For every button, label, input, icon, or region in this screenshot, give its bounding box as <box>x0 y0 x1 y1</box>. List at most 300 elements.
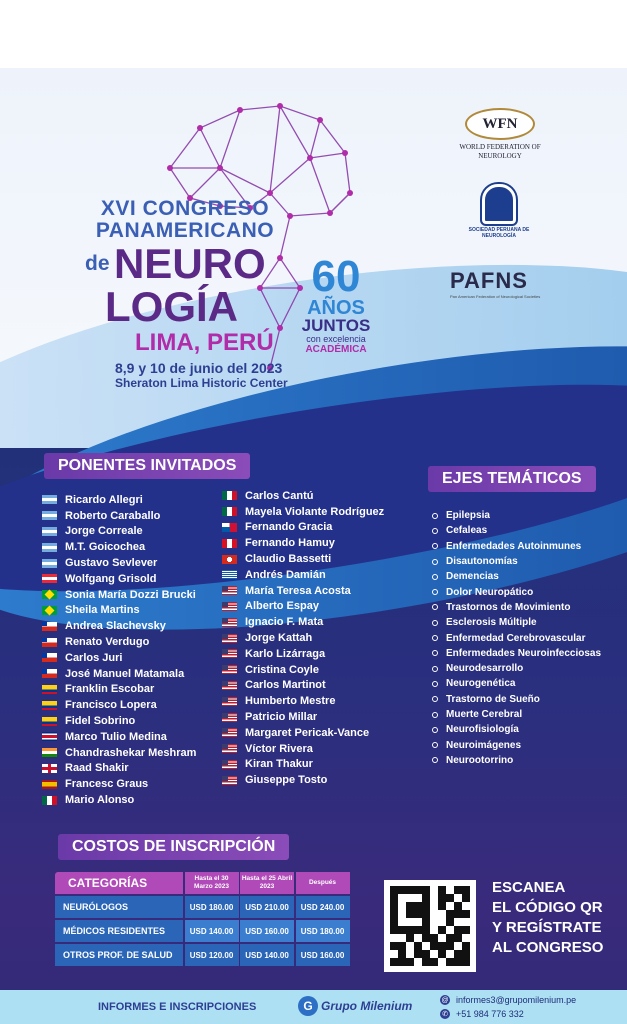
qr-module <box>446 950 454 958</box>
qr-module <box>462 958 470 966</box>
speaker-name: Francisco Lopera <box>65 699 157 712</box>
price-cell: USD 120.00 <box>185 944 239 966</box>
qr-module <box>406 942 414 950</box>
speakers-column-2 <box>222 488 384 788</box>
table-row <box>55 920 351 944</box>
speaker-name: Andrés Damián <box>245 568 326 581</box>
speaker-name: Patricio Millar <box>245 711 318 724</box>
qr-module <box>406 934 414 942</box>
speaker-item <box>42 539 196 555</box>
header-period-1: Hasta el 30 Marzo 2023 <box>185 872 239 894</box>
topic-name: Neurootorrino <box>446 754 514 766</box>
qr-module <box>454 886 462 894</box>
topic-item <box>432 508 601 523</box>
qr-module <box>414 910 422 918</box>
speaker-name: Francesc Graus <box>65 778 149 791</box>
speaker-item <box>222 693 384 709</box>
qr-module <box>390 918 398 926</box>
qr-module <box>398 934 406 942</box>
qr-instructions <box>492 878 622 958</box>
flag-us-icon <box>222 697 237 706</box>
speaker-item <box>222 535 384 551</box>
speaker-item <box>42 634 196 650</box>
flag-ar-icon <box>42 495 57 504</box>
speaker-item <box>42 761 196 777</box>
pafns-text: Pan American Federation of Neurological Societies <box>450 294 541 299</box>
speaker-name: Humberto Mestre <box>245 695 336 708</box>
qr-module <box>390 934 398 942</box>
row-category: OTROS PROF. DE SALUD <box>55 944 183 966</box>
qr-module <box>454 902 462 910</box>
qr-module <box>462 902 470 910</box>
qr-module <box>414 958 422 966</box>
qr-module <box>398 926 406 934</box>
qr-module <box>430 926 438 934</box>
speaker-item <box>42 587 196 603</box>
qr-module <box>390 942 398 950</box>
speakers-column-1 <box>42 492 196 808</box>
qr-module <box>438 894 446 902</box>
topic-name: Enfermedades Neuroinfecciosas <box>446 647 602 659</box>
qr-module <box>438 886 446 894</box>
qr-module <box>390 886 398 894</box>
speaker-name: Carlos Juri <box>65 651 123 664</box>
qr-module <box>406 950 414 958</box>
speaker-item <box>42 492 196 508</box>
bullet-icon <box>432 681 438 687</box>
qr-module <box>390 958 398 966</box>
speaker-item <box>42 697 196 713</box>
flag-us-icon <box>222 665 237 674</box>
anniversary-badge <box>296 252 376 355</box>
speaker-name: Chandrashekar Meshram <box>65 746 197 759</box>
speaker-item <box>222 630 384 646</box>
footer <box>0 990 627 1024</box>
topic-name: Cefaleas <box>446 525 488 537</box>
wfn-logo <box>458 108 542 161</box>
speaker-name: Sheila Martins <box>65 604 140 617</box>
bullet-icon <box>432 696 438 702</box>
topic-item <box>432 630 601 645</box>
title-prefix: de <box>85 252 110 275</box>
speaker-item <box>222 504 384 520</box>
qr-module <box>422 894 430 902</box>
qr-module <box>462 918 470 926</box>
qr-module <box>414 942 422 950</box>
speaker-name: Carlos Martinot <box>245 679 326 692</box>
topic-name: Trastorno de Sueño <box>446 693 540 705</box>
speaker-name: Fidel Sobrino <box>65 715 136 728</box>
qr-module <box>446 942 454 950</box>
topic-item <box>432 676 601 691</box>
speaker-item <box>222 599 384 615</box>
flag-cl-icon <box>42 622 57 631</box>
qr-module <box>430 942 438 950</box>
qr-module <box>422 942 430 950</box>
qr-module <box>438 950 446 958</box>
bullet-icon <box>432 635 438 641</box>
milenium-g-icon: G <box>298 996 318 1016</box>
bullet-icon <box>432 604 438 610</box>
qr-module <box>438 910 446 918</box>
flag-cl-icon <box>42 638 57 647</box>
poster <box>0 68 627 1024</box>
qr-module <box>398 958 406 966</box>
qr-module <box>414 918 422 926</box>
qr-module <box>454 942 462 950</box>
qr-module <box>446 886 454 894</box>
qr-module <box>454 926 462 934</box>
qr-module <box>398 910 406 918</box>
qr-module <box>430 902 438 910</box>
bullet-icon <box>432 574 438 580</box>
flag-ch-icon <box>222 555 237 564</box>
qr-module <box>414 950 422 958</box>
speakers-title: PONENTES INVITADOS <box>44 453 250 479</box>
speaker-name: Marco Tulio Medina <box>65 730 167 743</box>
topic-item <box>432 554 601 569</box>
flag-ar-icon <box>42 527 57 536</box>
qr-module <box>422 902 430 910</box>
speaker-name: Wolfgang Grisold <box>65 572 157 585</box>
speaker-name: Ignacio F. Mata <box>245 616 324 629</box>
speaker-name: Mayela Violante Rodríguez <box>245 505 385 518</box>
topic-item <box>432 737 601 752</box>
event-title <box>75 198 295 390</box>
phone-icon: ✆ <box>440 1009 450 1019</box>
topic-name: Neuroimágenes <box>446 739 522 751</box>
flag-br-icon <box>42 590 57 599</box>
qr-module <box>430 910 438 918</box>
qr-module <box>398 918 406 926</box>
speaker-item <box>222 757 384 773</box>
row-category: NEURÓLOGOS <box>55 896 183 918</box>
speaker-item <box>42 555 196 571</box>
bullet-icon <box>432 589 438 595</box>
bullet-icon <box>432 727 438 733</box>
qr-module <box>422 886 430 894</box>
wfn-mark: WFN <box>465 108 535 140</box>
event-city: LIMA, PERÚ <box>135 329 274 356</box>
flag-pe-icon <box>222 539 237 548</box>
speaker-item <box>42 571 196 587</box>
event-dates: 8,9 y 10 de junio del 2023 <box>115 360 283 376</box>
qr-module <box>430 958 438 966</box>
qr-module <box>406 926 414 934</box>
speaker-name: Giuseppe Tosto <box>245 774 328 787</box>
bullet-icon <box>432 712 438 718</box>
qr-text-line: Y REGÍSTRATE <box>492 919 602 936</box>
speaker-item <box>42 618 196 634</box>
topic-name: Trastornos de Movimiento <box>446 601 571 613</box>
flag-co-icon <box>42 701 57 710</box>
speaker-name: Claudio Bassetti <box>245 553 332 566</box>
qr-module <box>414 934 422 942</box>
speaker-item <box>222 709 384 725</box>
bullet-icon <box>432 742 438 748</box>
title-line1: XVI CONGRESO <box>100 197 270 220</box>
topic-name: Epilepsia <box>446 510 490 522</box>
flag-ar-icon <box>42 511 57 520</box>
spn-logo <box>462 184 536 239</box>
topic-item <box>432 584 601 599</box>
qr-module <box>398 886 406 894</box>
topics-list <box>432 508 601 768</box>
qr-module <box>414 902 422 910</box>
qr-module <box>454 958 462 966</box>
flag-gr-icon <box>222 570 237 579</box>
qr-text-line: AL CONGRESO <box>492 939 604 956</box>
speaker-name: Renato Verdugo <box>65 636 150 649</box>
qr-module <box>406 958 414 966</box>
anniversary-with: con excelencia <box>306 334 366 344</box>
pafns-mark: PAFNS <box>450 268 528 293</box>
speaker-item <box>42 682 196 698</box>
costs-title: COSTOS DE INSCRIPCIÓN <box>58 834 289 860</box>
topic-name: Muerte Cerebral <box>446 709 523 720</box>
speaker-item <box>42 524 196 540</box>
topic-item <box>432 692 601 707</box>
qr-module <box>398 942 406 950</box>
bullet-icon <box>432 757 438 763</box>
qr-module <box>406 886 414 894</box>
speaker-name: Kiran Thakur <box>245 758 313 771</box>
flag-es-icon <box>42 780 57 789</box>
bullet-icon <box>432 543 438 549</box>
price-cell: USD 160.00 <box>240 920 294 942</box>
qr-module <box>422 934 430 942</box>
table-row <box>55 896 351 920</box>
topics-title: EJES TEMÁTICOS <box>428 466 596 492</box>
bullet-icon <box>432 666 438 672</box>
flag-us-icon <box>222 618 237 627</box>
qr-module <box>438 918 446 926</box>
topic-item <box>432 615 601 630</box>
wfn-text: WORLD FEDERATION OF NEUROLOGY <box>459 143 541 160</box>
topic-name: Disautonomías <box>446 556 518 568</box>
flag-pa-icon <box>222 523 237 532</box>
qr-module <box>462 934 470 942</box>
speaker-item <box>222 488 384 504</box>
qr-text-line: EL CÓDIGO QR <box>492 899 603 916</box>
brand-name: Grupo Milenium <box>321 999 413 1013</box>
qr-module <box>454 950 462 958</box>
qr-module <box>430 950 438 958</box>
qr-module <box>446 934 454 942</box>
anniversary-years: AÑOS <box>307 297 365 319</box>
topic-name: Neurogenética <box>446 678 516 690</box>
speaker-name: Mario Alonso <box>65 794 135 807</box>
spn-text: SOCIEDAD PERUANA DE NEUROLOGÍA <box>468 227 530 239</box>
event-venue: Sheraton Lima Historic Center <box>115 376 288 390</box>
speaker-name: Jorge Kattah <box>245 632 313 645</box>
header-period-3: Después <box>296 872 350 894</box>
qr-module <box>446 918 454 926</box>
flag-co-icon <box>42 685 57 694</box>
qr-module <box>438 926 446 934</box>
flag-mx-icon <box>42 796 57 805</box>
flag-br-icon <box>42 606 57 615</box>
bullet-icon <box>432 528 438 534</box>
speaker-item <box>222 551 384 567</box>
topic-item <box>432 722 601 737</box>
speaker-item <box>222 772 384 788</box>
flag-us-icon <box>222 776 237 785</box>
flag-us-icon <box>222 681 237 690</box>
spn-shield-icon <box>482 184 516 224</box>
topic-item <box>432 569 601 584</box>
flag-us-icon <box>222 602 237 611</box>
flag-at-icon <box>42 574 57 583</box>
speaker-name: M.T. Goicochea <box>65 541 146 554</box>
bullet-icon <box>432 513 438 519</box>
speaker-item <box>222 646 384 662</box>
price-cell: USD 210.00 <box>240 896 294 918</box>
speaker-name: María Teresa Acosta <box>245 584 351 597</box>
title-neuro: NEURO <box>113 240 266 287</box>
topic-name: Enfermedad Cerebrovascular <box>446 632 586 644</box>
qr-module <box>398 950 406 958</box>
qr-module <box>430 918 438 926</box>
costs-table <box>55 872 351 968</box>
qr-module <box>406 894 414 902</box>
qr-module <box>438 902 446 910</box>
speaker-name: Fernando Gracia <box>245 521 333 534</box>
topic-name: Neurofisiología <box>446 724 519 736</box>
qr-module <box>422 918 430 926</box>
qr-module <box>462 950 470 958</box>
qr-module <box>390 902 398 910</box>
phone-text: +51 984 776 332 <box>456 1009 524 1019</box>
price-cell: USD 160.00 <box>296 944 350 966</box>
qr-module <box>462 894 470 902</box>
qr-module <box>438 942 446 950</box>
title-logia: LOGÍA <box>105 283 238 330</box>
header-categories: CATEGORÍAS <box>55 872 183 894</box>
flag-mx-icon <box>222 507 237 516</box>
qr-module <box>446 958 454 966</box>
speaker-item <box>42 792 196 808</box>
speaker-item <box>42 666 196 682</box>
topic-item <box>432 753 601 768</box>
phone-line[interactable] <box>440 1007 576 1021</box>
speaker-item <box>222 567 384 583</box>
qr-code[interactable] <box>384 880 476 972</box>
anniversary-number: 60 <box>311 252 361 301</box>
qr-module <box>454 910 462 918</box>
qr-module <box>446 894 454 902</box>
flag-ar-icon <box>42 559 57 568</box>
flag-us-icon <box>222 760 237 769</box>
qr-module <box>454 894 462 902</box>
qr-module <box>398 894 406 902</box>
speaker-name: Raad Shakir <box>65 762 129 775</box>
table-header <box>55 872 351 896</box>
qr-code-icon <box>390 886 470 966</box>
speaker-name: Andrea Slachevsky <box>65 620 166 633</box>
qr-module <box>406 918 414 926</box>
qr-module <box>430 934 438 942</box>
price-cell: USD 180.00 <box>296 920 350 942</box>
qr-module <box>430 886 438 894</box>
qr-module <box>422 950 430 958</box>
flag-us-icon <box>222 728 237 737</box>
qr-module <box>422 958 430 966</box>
flag-us-icon <box>222 649 237 658</box>
price-cell: USD 140.00 <box>185 920 239 942</box>
speaker-name: Sonia María Dozzi Brucki <box>65 588 196 601</box>
qr-module <box>414 886 422 894</box>
bullet-icon <box>432 559 438 565</box>
qr-module <box>454 934 462 942</box>
flag-ar-icon <box>42 543 57 552</box>
qr-module <box>462 910 470 918</box>
flag-in-icon <box>42 748 57 757</box>
qr-module <box>446 910 454 918</box>
contact-info <box>440 993 576 1021</box>
anniversary-together: JUNTOS <box>301 316 371 335</box>
speaker-item <box>222 614 384 630</box>
qr-module <box>390 894 398 902</box>
qr-module <box>430 894 438 902</box>
flag-cl-icon <box>42 653 57 662</box>
flag-cr-icon <box>42 732 57 741</box>
qr-module <box>390 950 398 958</box>
speaker-name: Carlos Cantú <box>245 489 314 502</box>
qr-module <box>390 910 398 918</box>
topic-name: Demencias <box>446 571 499 583</box>
pafns-logo <box>450 268 550 299</box>
topic-item <box>432 523 601 538</box>
topic-item <box>432 646 601 661</box>
speaker-name: Cristina Coyle <box>245 663 319 676</box>
header-period-2: Hasta el 25 Abril 2023 <box>240 872 294 894</box>
flag-co-icon <box>42 717 57 726</box>
topic-item <box>432 661 601 676</box>
qr-module <box>406 910 414 918</box>
speaker-item <box>222 741 384 757</box>
price-cell: USD 140.00 <box>240 944 294 966</box>
speaker-item <box>42 776 196 792</box>
qr-module <box>390 926 398 934</box>
qr-module <box>438 958 446 966</box>
speaker-item <box>42 650 196 666</box>
flag-us-icon <box>222 744 237 753</box>
speaker-item <box>222 725 384 741</box>
flag-cl-icon <box>42 669 57 678</box>
speaker-item <box>42 713 196 729</box>
speaker-item <box>42 729 196 745</box>
speaker-item <box>222 520 384 536</box>
speaker-item <box>42 745 196 761</box>
flag-uk-icon <box>42 764 57 773</box>
topic-item <box>432 707 601 722</box>
qr-module <box>398 902 406 910</box>
qr-module <box>422 926 430 934</box>
speaker-name: José Manuel Matamala <box>65 667 185 680</box>
bullet-icon <box>432 650 438 656</box>
flag-us-icon <box>222 586 237 595</box>
anniversary-academic: ACADÉMICA <box>305 344 367 355</box>
grupo-milenium-logo[interactable] <box>298 996 412 1016</box>
speaker-item <box>222 583 384 599</box>
speaker-item <box>222 678 384 694</box>
speaker-name: Alberto Espay <box>245 600 319 613</box>
email-line[interactable] <box>440 993 576 1007</box>
flag-us-icon <box>222 634 237 643</box>
table-row <box>55 944 351 968</box>
speaker-name: Ricardo Allegri <box>65 493 143 506</box>
